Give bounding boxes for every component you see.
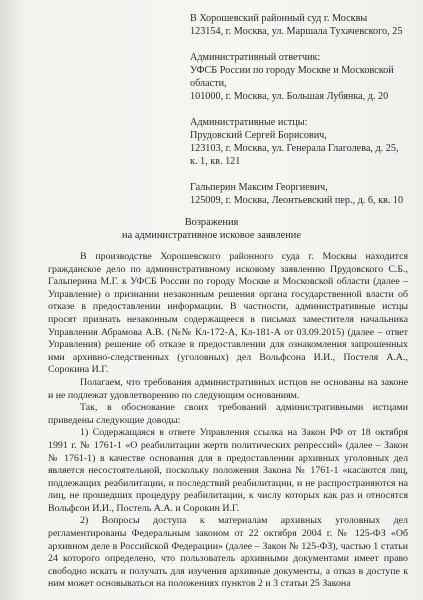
- header-line: Прудовский Сергей Борисович,: [190, 130, 327, 141]
- addressee-block: [190, 12, 415, 207]
- title-main: Возражения: [184, 217, 239, 228]
- body-paragraph: Так, в обоснование своих требований административными истцами приведены следующие доводы:: [48, 402, 408, 426]
- body-paragraph: 2) Вопросы доступа к материалам архивных уголовных дел регламентированы Федеральным законом от 22 октября 2004 г. № 125-ФЗ «Об архивном деле в Российской Федерации» (далее – Закон № 125-ФЗ), частью 1 статьи 24 которого определено, что пользователь архивными документами имеет право свободно искать и получать для изучения архивные документы, а отказ в доступе к ним может основываться на положениях пунктов 2 и 3 статьи 25 Закона: [48, 515, 408, 590]
- document-body: [48, 251, 408, 591]
- header-line: Гальперин Максим Георгиевич,: [190, 182, 328, 193]
- header-line: Административный ответчик:: [190, 52, 321, 63]
- document-title: [0, 216, 423, 242]
- body-paragraph: 1) Содержащаяся в ответе Управления ссылка на Закон РФ от 18 октября 1991 г. № 1761-1 «О реабилитации жертв политических репрессий» (далее – Закон № 1761-1) в качестве основания для в предоставлении архивных уголовных дел является несостоятельной, поскольку положения Закона № 1761-1 «касаются лиц, подлежащих реабилитации, и последствий реабилитации, и не распространяются на лиц, не прошедших процедуру реабилитации, к числу которых как раз и относятся Вольфсон И.И., Постель А.А. и Сорокин И.Г.: [48, 427, 408, 514]
- header-line: УФСБ России по городу Москве и Московской: [190, 65, 394, 76]
- header-line: 125009, г. Москва, Леонтьевский пер., д. 6, кв. 10: [190, 195, 404, 206]
- header-line: В Хорошевский районный суд г. Москвы: [190, 13, 368, 24]
- header-line: 101000, г. Москва, ул. Большая Лубянка, д. 20: [190, 91, 389, 102]
- header-line: к. 1, кв. 121: [190, 156, 241, 167]
- title-sub: на административное исковое заявление: [122, 230, 301, 241]
- header-line: 123103, г. Москва, ул. Генерала Глаголева, д. 25,: [190, 143, 399, 154]
- body-paragraph: В производстве Хорошевского районного суда г. Москвы находится гражданское дело по административному исковому заявлению Прудовского С.Б., Гальперина М.Г. к УФСБ России по городу Москве и Московской области (далее – Управление) о признании незаконным решения органа государственной власти об отказе в предоставлении информации. В частности, административные истцы просят признать незаконным содержащееся в письмах заместителя начальника Управления Абрамова А.В. (№№ Кл-172-А, Кл-181-А от 03.09.2015) (далее – ответ Управления) решение об отказе в предоставлении для ознакомления запрошенных ими архивно-следственных (уголовных) дел Вольфсона И.И., Постеля А.А., Сорокина И.Г.: [48, 251, 408, 376]
- header-line: Административные истцы:: [190, 117, 308, 128]
- body-paragraph: Полагаем, что требования административных истцов не основаны на законе и не подлежат удовлетворению по следующим основаниям.: [48, 376, 408, 401]
- header-line: 123154, г. Москва, ул. Маршала Тухачевского, 25: [190, 26, 403, 37]
- header-line: области,: [190, 78, 227, 89]
